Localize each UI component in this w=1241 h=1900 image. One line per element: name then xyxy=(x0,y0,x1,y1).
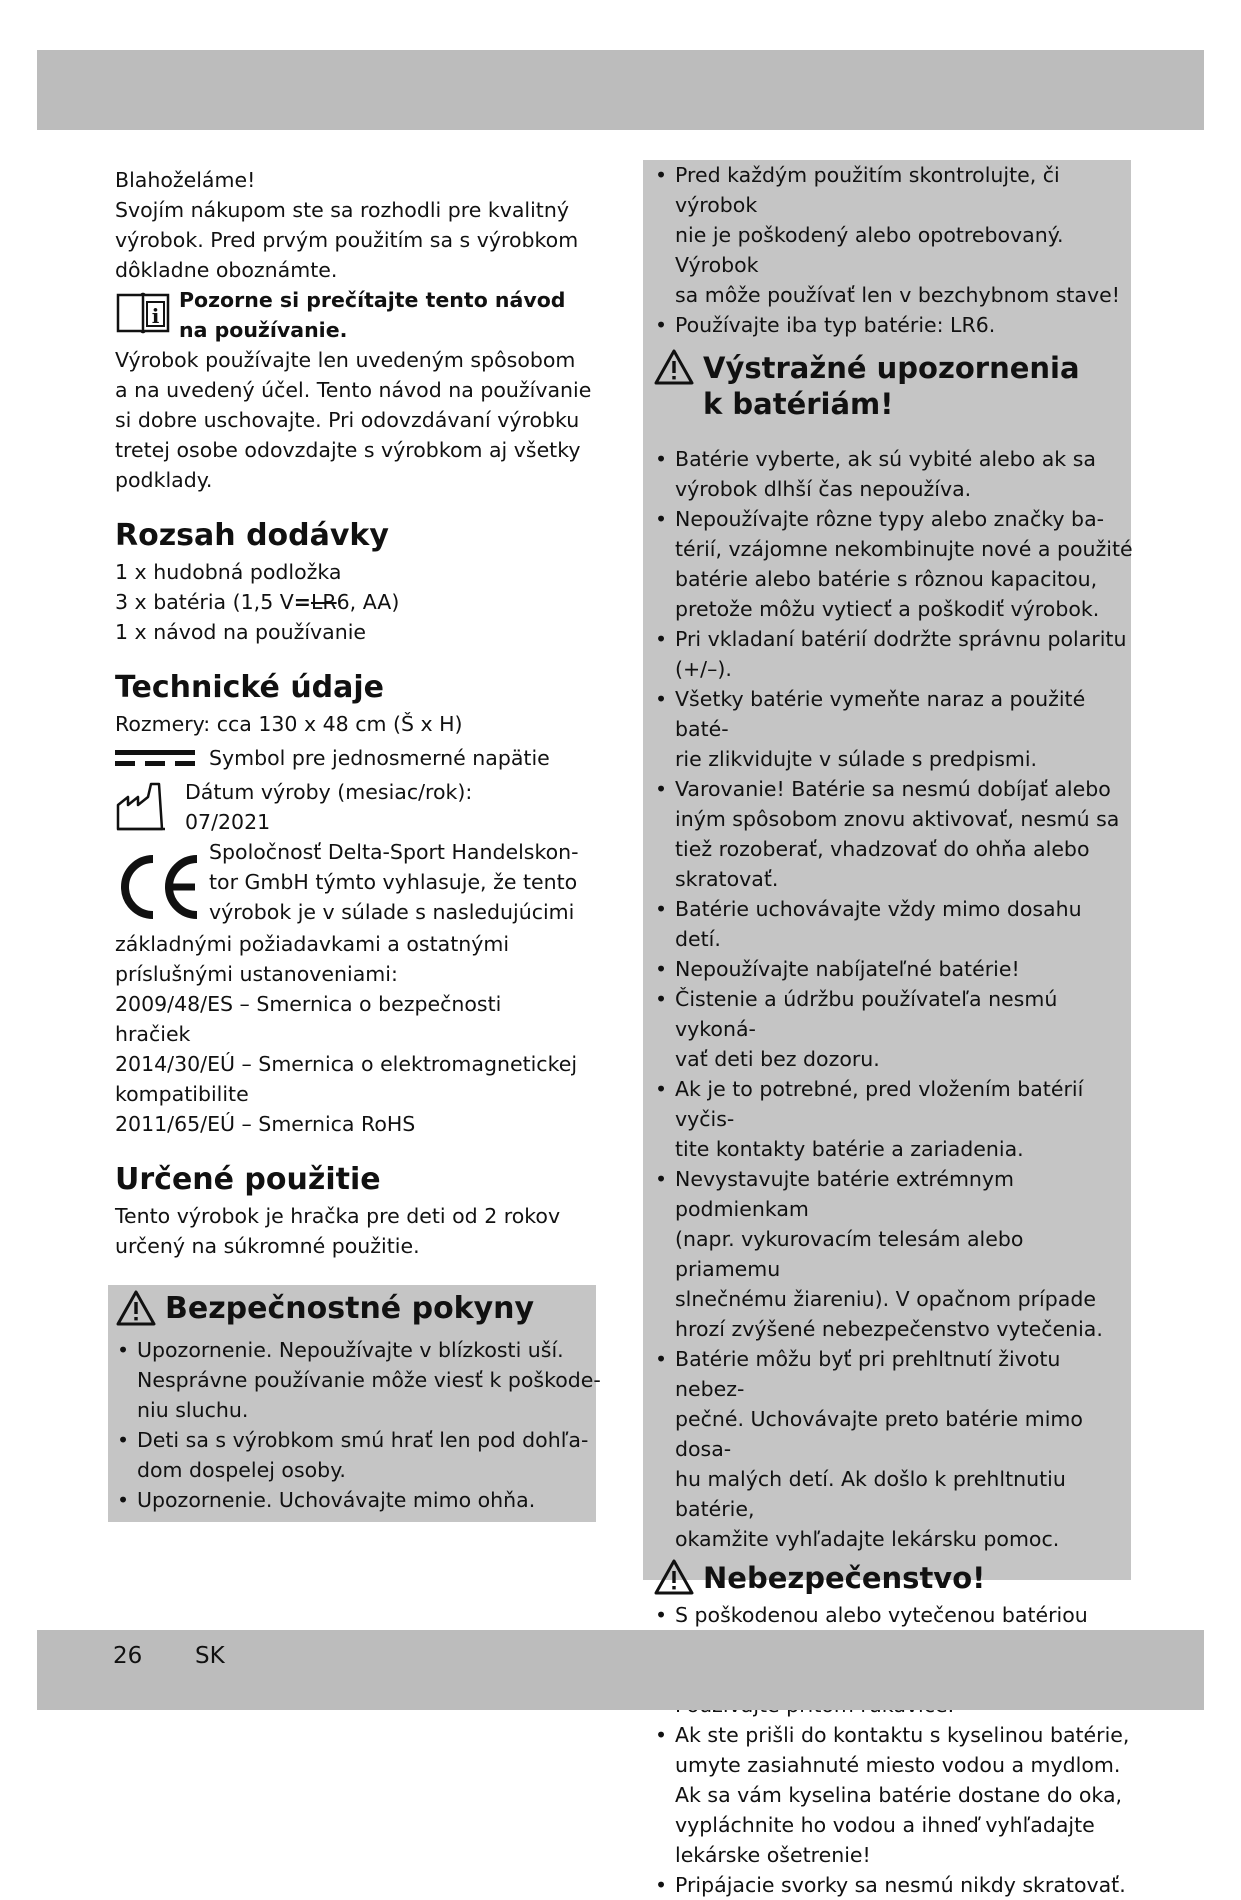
item-line: rie zlikvidujte v súlade s predpismi. xyxy=(675,747,1038,771)
list-item xyxy=(653,310,1133,340)
item-line: pečné. Uchovávajte preto batérie mimo dosa- xyxy=(675,1407,1083,1461)
item-line: • Batérie môžu byť pri prehltnutí životu nebez- xyxy=(675,1347,1061,1401)
item-line: • S poškodenou alebo vytečenou batériou xyxy=(675,1603,1088,1627)
directive: kompatibilite xyxy=(115,1082,249,1106)
usage-line: podklady. xyxy=(115,468,213,492)
item-line: • Pripájacie svorky sa nesmú nikdy skratovať. xyxy=(675,1873,1126,1897)
date-value: 07/2021 xyxy=(185,810,271,834)
item-line: niu sluchu. xyxy=(137,1398,249,1422)
read-manual-note xyxy=(115,285,605,345)
item-line: tite kontakty batérie a zariadenia. xyxy=(675,1137,1024,1161)
intended-line: určený na súkromné použitie. xyxy=(115,1234,420,1258)
danger-heading: Nebezpečenstvo! xyxy=(703,1561,986,1595)
item-line: slnečnému žiareniu). V opačnom prípade xyxy=(675,1287,1096,1311)
scope-item: 1 x návod na používanie xyxy=(115,620,367,644)
item-line: tiež rozoberať, vhadzovať do ohňa alebo xyxy=(675,837,1090,861)
svg-text:i: i xyxy=(151,304,160,328)
list-item xyxy=(115,1425,605,1485)
list-item xyxy=(653,504,1133,624)
item-line: vypláchnite ho vodou a ihneď vyhľadajte xyxy=(675,1813,1095,1837)
list-item xyxy=(653,624,1133,684)
item-line: • Čistenie a údržbu používateľa nesmú vykoná- xyxy=(675,987,1058,1041)
page-number: 26 xyxy=(113,1643,143,1669)
item-line: • Batérie uchovávajte vždy mimo dosahu detí. xyxy=(675,897,1082,951)
directive: 2011/65/EÚ – Smernica RoHS xyxy=(115,1112,416,1136)
warning-triangle-icon xyxy=(653,348,695,386)
item-line: vať deti bez dozoru. xyxy=(675,1047,880,1071)
directive: hračiek xyxy=(115,1022,191,1046)
tech-heading: Technické údaje xyxy=(115,670,385,705)
item-line: • Pri vkladaní batérií dodržte správnu polaritu xyxy=(675,627,1127,651)
item-line: • Upozornenie. Uchovávajte mimo ohňa. xyxy=(137,1488,536,1512)
note-line: na používanie. xyxy=(179,318,348,342)
ce-line: Spoločnosť Delta-Sport Handelskon- xyxy=(209,840,579,864)
list-item xyxy=(653,1074,1133,1164)
safety-heading: Bezpečnostné pokyny xyxy=(165,1291,535,1326)
battery-text: 6, AA) xyxy=(336,590,400,614)
footer-bar xyxy=(37,1630,1204,1710)
item-line: pretože môžu vytiecť a poškodiť výrobok. xyxy=(675,597,1100,621)
ce-line: výrobok je v súlade s nasledujúcimi xyxy=(209,900,575,924)
warning-triangle-icon xyxy=(653,1558,695,1596)
battery-warning-list xyxy=(653,444,1133,1554)
item-line: térií, vzájomne nekombinujte nové a použité xyxy=(675,537,1133,561)
list-item xyxy=(653,894,1133,954)
scope-heading: Rozsah dodávky xyxy=(115,518,389,553)
manufacture-date-row xyxy=(115,777,605,837)
date-label: Dátum výroby (mesiac/rok): xyxy=(185,780,473,804)
item-line: • Všetky batérie vymeňte naraz a použité baté- xyxy=(675,687,1086,741)
list-item xyxy=(653,160,1133,310)
ce-line: tor GmbH týmto vyhlasuje, že tento xyxy=(209,870,578,894)
item-line: hrozí zvýšené nebezpečenstvo vytečenia. xyxy=(675,1317,1103,1341)
item-line: Ak sa vám kyselina batérie dostane do oka, xyxy=(675,1783,1123,1807)
dc-symbol-row xyxy=(115,743,605,773)
item-line: hu malých detí. Ak došlo k prehltnutiu batérie, xyxy=(675,1467,1066,1521)
item-line: nie je poškodený alebo opotrebovaný. Výrobok xyxy=(675,223,1064,277)
item-line: okamžite vyhľadajte lekársku pomoc. xyxy=(675,1527,1060,1551)
item-line: výrobok dlhší čas nepoužíva. xyxy=(675,477,972,501)
item-line: • Nepoužívajte rôzne typy alebo značky ba- xyxy=(675,507,1105,531)
item-line: • Upozornenie. Nepoužívajte v blízkosti uší. xyxy=(137,1338,564,1362)
usage-line: a na uvedený účel. Tento návod na používanie xyxy=(115,378,592,402)
item-line: • Batérie vyberte, ak sú vybité alebo ak sa xyxy=(675,447,1096,471)
item-line: (+/–). xyxy=(675,657,732,681)
usage-line: Výrobok používajte len uvedeným spôsobom xyxy=(115,348,576,372)
item-line: batérie alebo batérie s rôznou kapacitou, xyxy=(675,567,1098,591)
item-line: umyte zasiahnuté miesto vodou a mydlom. xyxy=(675,1753,1121,1777)
dimensions: Rozmery: cca 130 x 48 cm (Š x H) xyxy=(115,712,463,736)
list-item xyxy=(653,1720,1133,1870)
manual-info-icon xyxy=(115,287,171,335)
list-item xyxy=(653,1344,1133,1554)
ce-line: príslušnými ustanoveniami: xyxy=(115,962,398,986)
intro-line: dôkladne oboznámte. xyxy=(115,258,338,282)
ce-declaration-row xyxy=(115,837,605,929)
list-item xyxy=(653,1870,1133,1900)
dc-mini-icon: = xyxy=(293,590,311,614)
item-line: • Deti sa s výrobkom smú hrať len pod dohľa- xyxy=(137,1428,589,1452)
intro-line: výrobok. Pred prvým použitím sa s výrobkom xyxy=(115,228,579,252)
list-item xyxy=(115,1335,605,1425)
left-column xyxy=(115,165,605,1515)
item-line: lekárske ošetrenie! xyxy=(675,1843,871,1867)
item-line: • Nepoužívajte nabíjateľné batérie! xyxy=(675,957,1020,981)
intended-use-heading: Určené použitie xyxy=(115,1162,381,1197)
item-line: (napr. vykurovacím telesám alebo priamemu xyxy=(675,1227,1024,1281)
right-top-list xyxy=(653,160,1133,340)
directive: 2009/48/ES – Smernica o bezpečnosti xyxy=(115,992,502,1016)
item-line: iným spôsobom znovu aktivovať, nesmú sa xyxy=(675,807,1120,831)
battery-text: 3 x batéria (1,5 V xyxy=(115,590,294,614)
list-item xyxy=(653,954,1133,984)
item-line: dom dospelej osoby. xyxy=(137,1458,346,1482)
item-line: • Nevystavujte batérie extrémnym podmienkam xyxy=(675,1167,1015,1221)
item-line: Nesprávne používanie môže viesť k poškode- xyxy=(137,1368,601,1392)
ce-line: základnými požiadavkami a ostatnými xyxy=(115,932,510,956)
item-line: skratovať. xyxy=(675,867,779,891)
warning-triangle-icon xyxy=(115,1289,157,1327)
usage-line: tretej osobe odovzdajte s výrobkom aj všetky xyxy=(115,438,581,462)
intended-line: Tento výrobok je hračka pre deti od 2 rokov xyxy=(115,1204,561,1228)
item-line: • Používajte iba typ batérie: LR6. xyxy=(675,313,996,337)
battery-heading-line: Výstražné upozornenia xyxy=(703,351,1080,385)
battery-warning-heading-row xyxy=(653,350,1133,422)
scope-item-battery xyxy=(115,587,605,617)
note-line: Pozorne si prečítajte tento návod xyxy=(179,288,566,312)
list-item xyxy=(653,984,1133,1074)
list-item xyxy=(653,1164,1133,1344)
dc-symbol-text: Symbol pre jednosmerné napätie xyxy=(209,746,550,770)
list-item xyxy=(115,1485,605,1515)
struck-text: LR xyxy=(310,590,337,614)
direct-current-icon xyxy=(115,743,195,773)
scope-item: 1 x hudobná podložka xyxy=(115,560,342,584)
safety-heading-row xyxy=(115,1291,605,1327)
list-item xyxy=(653,774,1133,894)
intro-line: Svojím nákupom ste sa rozhodli pre kvalitný xyxy=(115,198,569,222)
usage-line: si dobre uschovajte. Pri odovzdávaní výrobku xyxy=(115,408,580,432)
list-item xyxy=(653,444,1133,504)
header-bar xyxy=(37,50,1204,130)
ce-mark-icon xyxy=(113,849,203,929)
factory-icon xyxy=(115,781,171,835)
danger-heading-row xyxy=(653,1560,1133,1596)
item-line: • Ak je to potrebné, pred vložením batérií vyčis- xyxy=(675,1077,1084,1131)
item-line: • Varovanie! Batérie sa nesmú dobíjať alebo xyxy=(675,777,1111,801)
list-item xyxy=(653,684,1133,774)
item-line: sa môže používať len v bezchybnom stave! xyxy=(675,283,1120,307)
battery-heading-line: k batériám! xyxy=(703,387,894,421)
item-line: • Ak ste prišli do kontaktu s kyselinou batérie, xyxy=(675,1723,1130,1747)
language-code: SK xyxy=(195,1643,225,1669)
greeting: Blahoželáme! xyxy=(115,168,256,192)
item-line: • Pred každým použitím skontrolujte, či výrobok xyxy=(675,163,1060,217)
safety-list xyxy=(115,1335,605,1515)
directive: 2014/30/EÚ – Smernica o elektromagnetickej xyxy=(115,1052,578,1076)
